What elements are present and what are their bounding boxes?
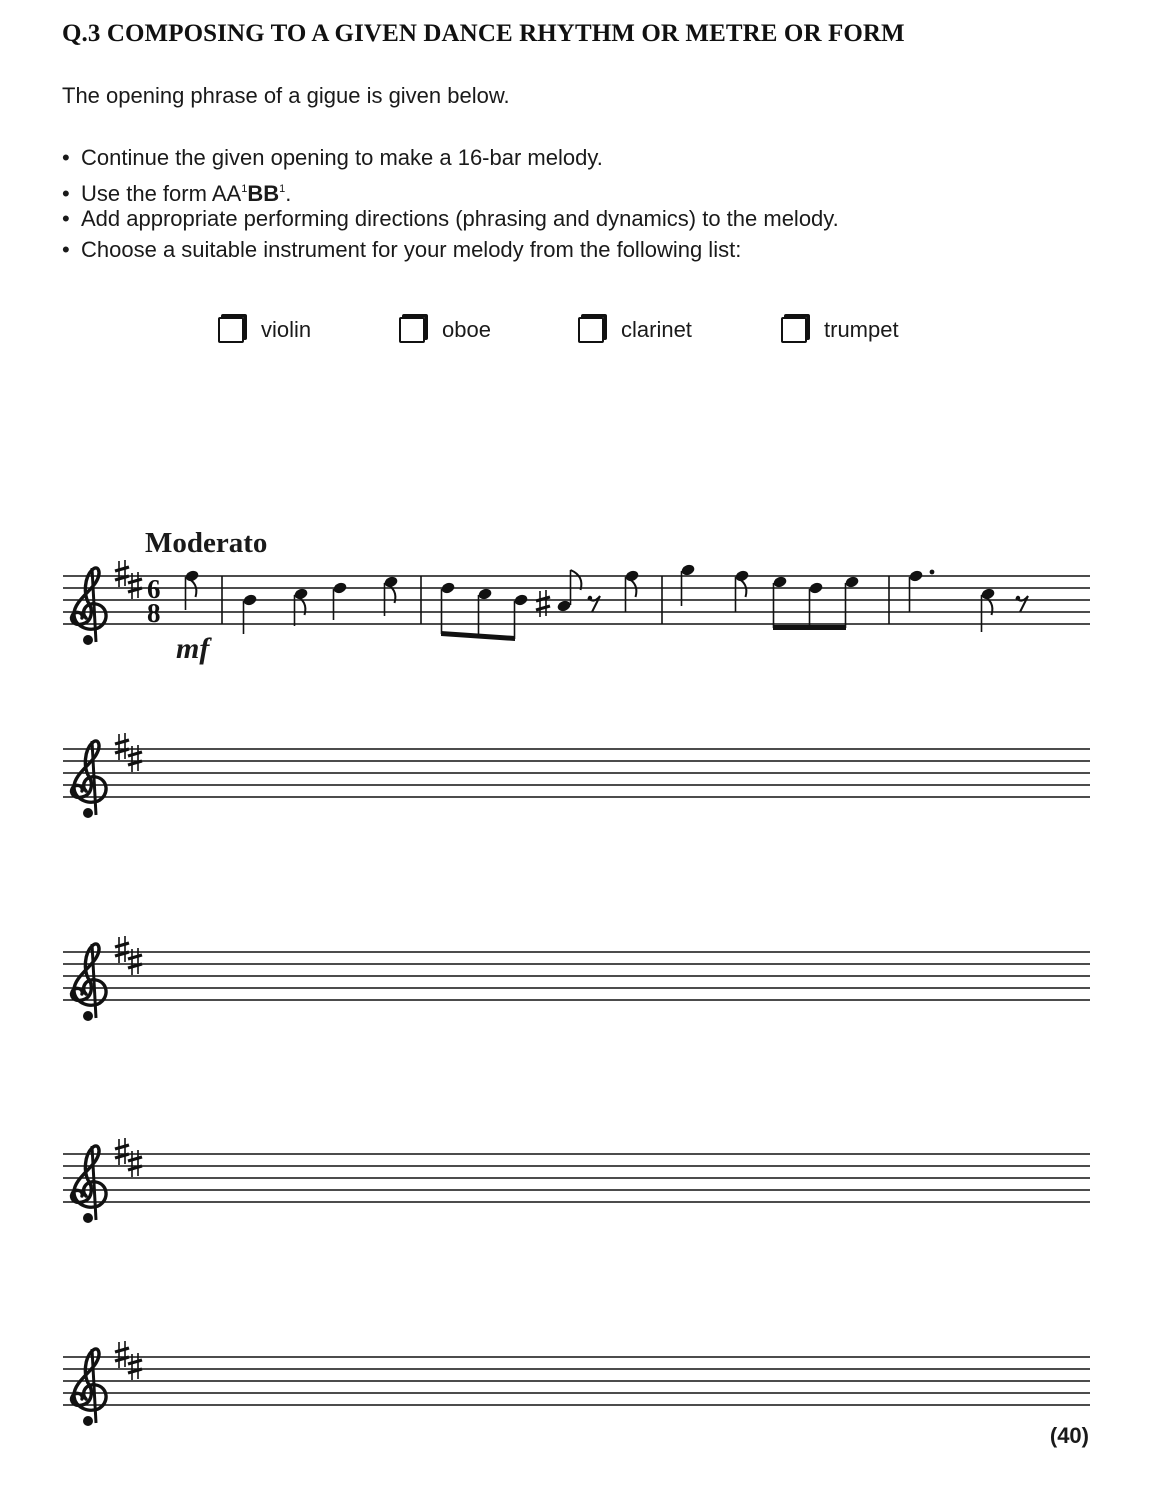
form-b: BB (247, 180, 280, 206)
staff-4 (63, 1138, 1090, 1223)
option-label: violin (261, 317, 312, 342)
instruction-item: • Continue the given opening to make a 16-bar melody. (62, 145, 603, 170)
instruction-item: • Use the form $AA^1BB^1$. (62, 180, 292, 206)
dynamic-marking: mf (176, 632, 210, 665)
bullet-icon: • (62, 236, 70, 262)
key-signature (115, 1138, 142, 1177)
intro-text: The opening phrase of a gigue is given below. (62, 83, 510, 108)
option-label: trumpet (824, 317, 899, 342)
form-a: AA (211, 180, 242, 206)
bullet-icon: • (62, 206, 70, 231)
instruction-item: • Add appropriate performing directions (phrasing and dynamics) to the melody. (62, 206, 839, 231)
option-label: oboe (442, 317, 491, 342)
staff-1 (63, 560, 1090, 645)
tempo-marking: Moderato (145, 527, 268, 559)
notes (184, 563, 1028, 641)
treble-clef-icon (71, 741, 106, 818)
treble-clef-icon (71, 568, 106, 645)
staff-2 (63, 733, 1090, 818)
staff-5 (63, 1341, 1090, 1426)
bullet-icon: • (62, 180, 70, 206)
key-signature (115, 560, 142, 599)
option-label: clarinet (621, 317, 692, 342)
marks-total: (40) (1049, 1423, 1089, 1448)
key-signature (115, 733, 142, 772)
time-signature-bottom: 8 (147, 598, 161, 628)
treble-clef-icon (71, 1146, 106, 1223)
treble-clef-icon (71, 944, 106, 1021)
question-heading: Q.3 COMPOSING TO A GIVEN DANCE RHYTHM OR METRE OR FORM (62, 20, 905, 47)
key-signature (115, 1341, 142, 1380)
key-signature (115, 936, 142, 975)
time-signature-top: 6 (147, 574, 161, 604)
bullet-icon: • (62, 145, 70, 170)
instruction-item: • Choose a suitable instrument for your melody from the following list: (62, 236, 742, 262)
treble-clef-icon (71, 1349, 106, 1426)
staff-3 (63, 936, 1090, 1021)
